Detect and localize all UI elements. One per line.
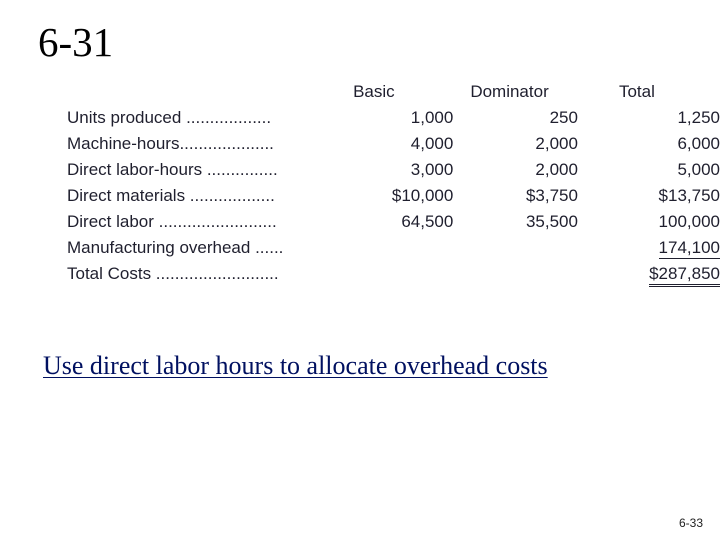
row-label: Units produced ..................: [67, 108, 272, 127]
cell-dominator: $3,750: [525, 186, 578, 205]
slide-number: 6-33: [678, 516, 703, 530]
header-label: [62, 79, 310, 105]
table-row: [62, 183, 720, 209]
table-row: [62, 261, 720, 287]
row-label: Manufacturing overhead ......: [67, 238, 284, 257]
cell-basic: 3,000: [410, 160, 454, 179]
table-row: [62, 209, 720, 235]
table-row: [62, 157, 720, 183]
cell-total: [578, 235, 720, 261]
header-total: Total: [618, 82, 655, 101]
table-row: [62, 235, 720, 261]
cell-total-value: $287,850: [649, 264, 720, 287]
cell-basic: $10,000: [391, 186, 454, 205]
header-dominator: Dominator: [470, 82, 549, 101]
cell-dominator: 35,500: [525, 212, 578, 231]
table-header-row: [62, 79, 720, 105]
cost-table: [62, 79, 720, 287]
cell-dominator: [453, 235, 578, 261]
cell-dominator: 250: [549, 108, 578, 127]
header-basic: Basic: [353, 82, 395, 101]
cell-dominator: [453, 261, 578, 287]
row-label: Direct labor .........................: [67, 212, 277, 231]
cell-total: 100,000: [658, 212, 720, 231]
cell-total-value: 174,100: [658, 238, 720, 257]
cell-basic: 64,500: [401, 212, 454, 231]
cell-total: 6,000: [677, 134, 720, 153]
cell-basic: [310, 235, 453, 261]
row-label: Direct labor-hours ...............: [67, 160, 278, 179]
cell-basic: [310, 261, 453, 287]
row-label: Direct materials ..................: [67, 186, 275, 205]
cell-basic: 4,000: [410, 134, 454, 153]
cell-total: $13,750: [658, 186, 720, 205]
cell-total: 1,250: [677, 108, 720, 127]
instruction-link[interactable]: Use direct labor hours to allocate overhead costs: [43, 351, 548, 380]
row-label: Total Costs ..........................: [67, 264, 279, 283]
row-label: Machine-hours....................: [67, 134, 274, 153]
cell-dominator: 2,000: [535, 160, 578, 179]
slide-title: 6-31: [38, 19, 114, 65]
cell-basic: 1,000: [410, 108, 454, 127]
cell-dominator: 2,000: [535, 134, 578, 153]
table-row: [62, 105, 720, 131]
cell-total: [578, 261, 720, 287]
cell-total: 5,000: [677, 160, 720, 179]
table-row: [62, 131, 720, 157]
